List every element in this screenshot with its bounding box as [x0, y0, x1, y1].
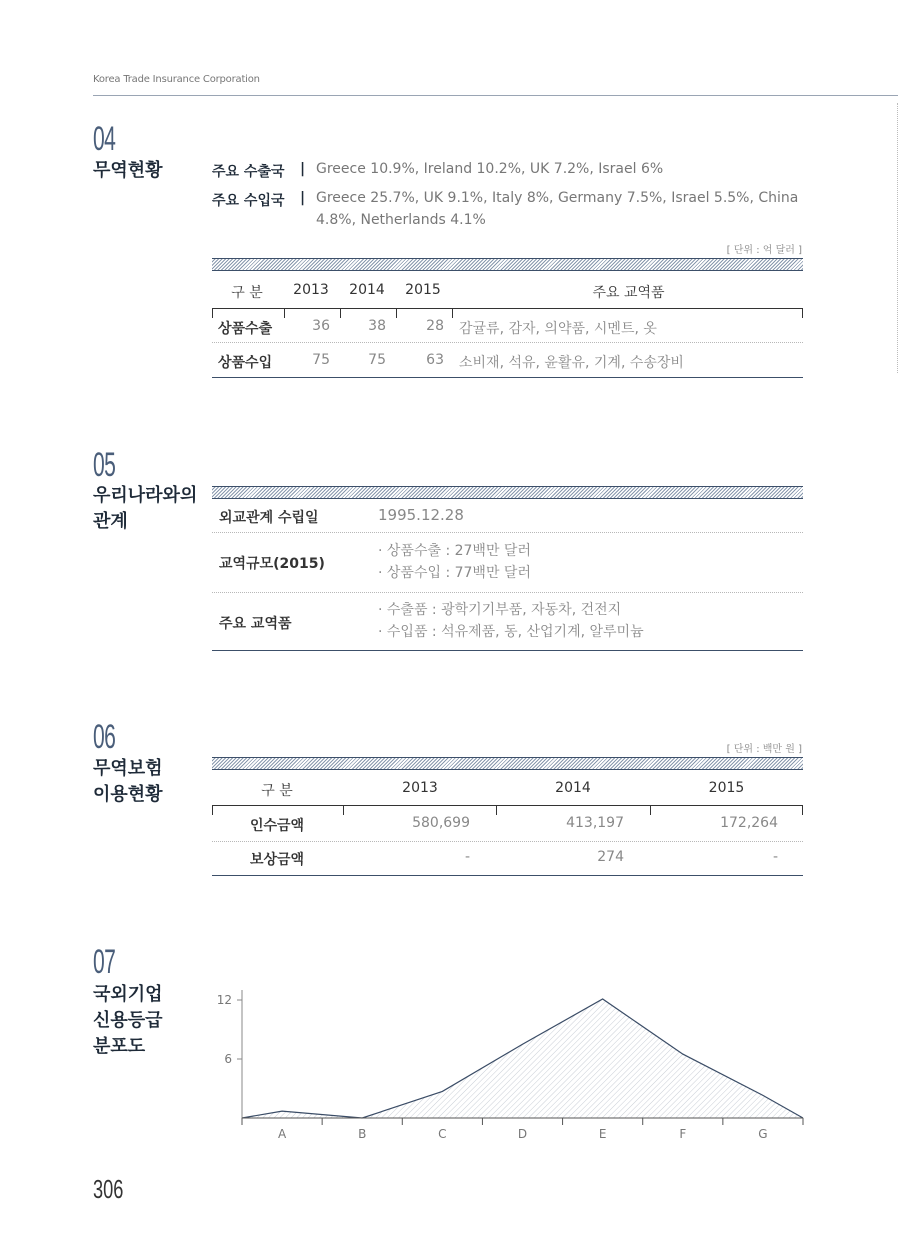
y-tick-label: 6 [224, 1052, 232, 1066]
table-header-2015: 2015 [405, 282, 441, 298]
row-underwriting-label: 인수금액 [249, 818, 305, 834]
section-07-title-line1: 국외기업 [93, 984, 163, 1005]
row-underwriting-2015: 172,264 [720, 815, 778, 831]
import-countries-value-line1: Greece 25.7%, UK 9.1%, Italy 8%, Germany 7.5%, Israel 5.5%, China [316, 190, 799, 206]
x-tick-label: E [598, 1127, 607, 1141]
x-tick-label: B [358, 1127, 367, 1141]
section-07-title-line2: 신용등급 [93, 1010, 163, 1031]
table-header-2015: 2015 [708, 780, 745, 796]
x-tick-label: G [758, 1127, 768, 1141]
row-import-items: 소비재, 석유, 윤활유, 기계, 수송장비 [459, 355, 684, 371]
table-header-2013: 2013 [402, 780, 438, 796]
x-tick-label: A [277, 1127, 287, 1141]
table-header-category: 구 분 [231, 285, 263, 301]
y-tick-label: 12 [216, 993, 232, 1007]
table-header-category: 구 분 [261, 783, 293, 799]
row-export-2014: 38 [368, 318, 386, 334]
table-header-trade-items: 주요 교역품 [592, 285, 665, 301]
export-countries-label: 주요 수출국 [212, 164, 285, 180]
chart-area-fill [242, 999, 803, 1118]
unit-label: [ 단위 : 억 달러 ] [726, 245, 802, 256]
x-tick-label: D [517, 1127, 528, 1141]
relation-trade-volume-line1: · 상품수출 : 27백만 달러 [378, 543, 531, 559]
row-export-2015: 28 [426, 318, 444, 334]
row-compensation-label: 보상금액 [249, 852, 305, 868]
organization-name: Korea Trade Insurance Corporation [93, 74, 260, 85]
table-header-2013: 2013 [293, 282, 329, 298]
relation-trade-volume-label: 교역규모(2015) [219, 556, 325, 572]
import-countries-value-line2: 4.8%, Netherlands 4.1% [316, 212, 486, 228]
section-05-title-line1: 우리나라와의 [93, 485, 198, 506]
table-header-2014: 2014 [349, 282, 385, 298]
row-import-2015: 63 [426, 352, 444, 368]
relation-trade-items-line1: · 수출품 : 광학기기부품, 자동차, 건전지 [378, 602, 622, 618]
relation-trade-items-line2: · 수입품 : 석유제품, 동, 산업기계, 알루미늄 [378, 624, 644, 640]
relation-trade-items-label: 주요 교역품 [219, 616, 292, 632]
label-separator: | [300, 161, 306, 177]
row-compensation-2014: 274 [597, 849, 624, 865]
section-04-title: 무역현황 [93, 160, 163, 181]
import-countries-label: 주요 수입국 [212, 193, 285, 209]
table-header-2014: 2014 [555, 780, 591, 796]
row-import-2014: 75 [368, 352, 386, 368]
section-04-number: 04 [93, 120, 116, 158]
row-import-label: 상품수입 [218, 355, 273, 371]
row-export-label: 상품수출 [218, 321, 273, 337]
unit-label: [ 단위 : 백만 원 ] [726, 744, 802, 755]
relation-trade-volume-line2: · 상품수입 : 77백만 달러 [378, 565, 531, 581]
section-07-number: 07 [93, 943, 116, 981]
row-import-2013: 75 [312, 352, 330, 368]
x-tick-label: C [438, 1127, 447, 1141]
label-separator: | [300, 190, 306, 206]
relation-diplomatic-value: 1995.12.28 [378, 506, 464, 524]
section-06-number: 06 [93, 718, 116, 756]
row-underwriting-2013: 580,699 [412, 815, 470, 831]
row-underwriting-2014: 413,197 [566, 815, 624, 831]
section-07-title-line3: 분포도 [93, 1036, 146, 1057]
row-export-2013: 36 [312, 318, 330, 334]
section-05-number: 05 [93, 446, 116, 484]
row-compensation-2013: - [464, 849, 470, 865]
row-compensation-2015: - [772, 849, 778, 865]
section-06-title-line2: 이용현황 [93, 784, 163, 805]
x-tick-label: F [679, 1127, 687, 1141]
section-06-title-line1: 무역보험 [93, 758, 163, 779]
row-export-items: 감귤류, 감자, 의약품, 시멘트, 옷 [459, 321, 657, 337]
page-number: 306 [93, 1174, 124, 1204]
section-05-title-line2: 관계 [93, 511, 128, 532]
relation-diplomatic-label: 외교관계 수립일 [219, 510, 319, 526]
export-countries-value: Greece 10.9%, Ireland 10.2%, UK 7.2%, Israel 6% [316, 161, 664, 177]
